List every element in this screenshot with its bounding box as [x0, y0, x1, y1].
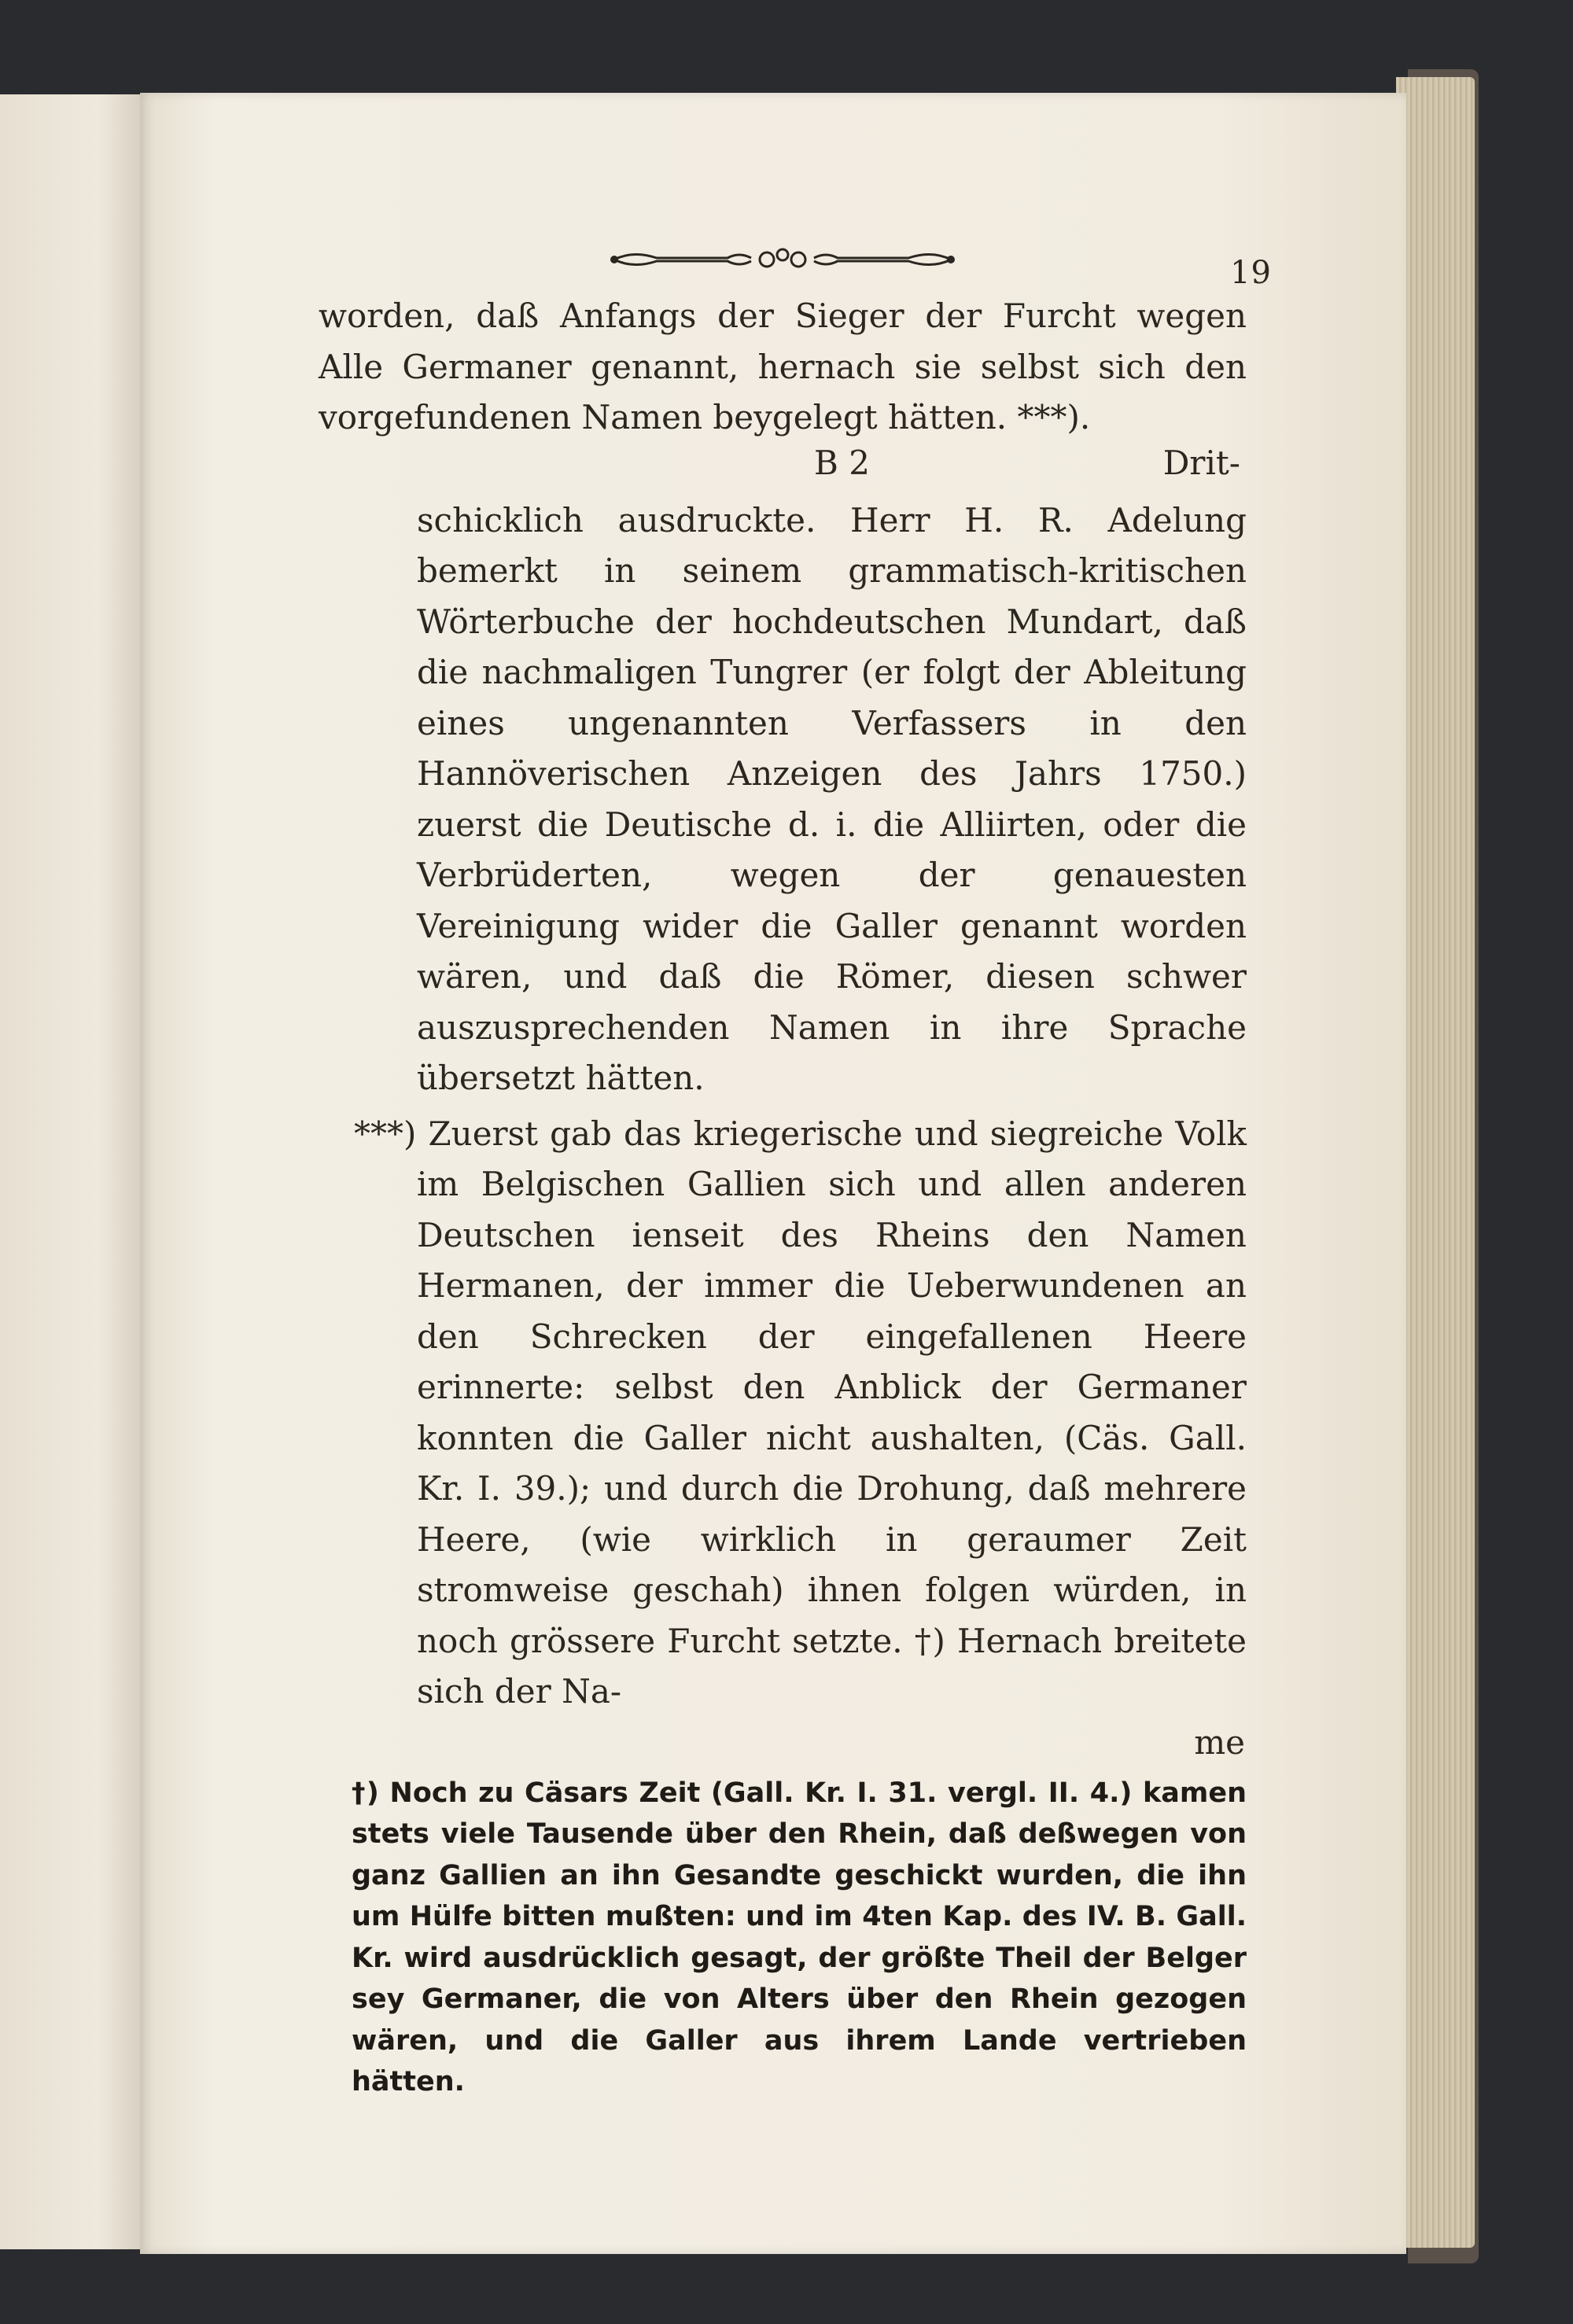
note-three-star [319, 1109, 1247, 1718]
header-row [319, 244, 1272, 291]
catchword: Drit- [1162, 443, 1240, 482]
note-three-star-text: ***) Zuerst gab das kriegerische und siegreiche Volk im Belgischen Gallien sich und allen anderen Deutschen ienseit des Rheins den Namen Hermanen, der immer die Ueberwundenen an den Schrecken der eingefallenen Heere erinnerte: selbst den Anblick der Germaner konnten die Galler nicht aushalten, (Cäs. Gall. Kr. I. 39.); und durch die Drohung, daß mehrere Heere, (wie wirklich in geraumer Zeit stromweise geschah) ihnen folgen würden, in noch grössere Furcht setzte. †) Hernach breitete sich der Na- [354, 1114, 1247, 1711]
catchword-bottom: me [1194, 1722, 1245, 1762]
footnote-dagger-text: †) Noch zu Cäsars Zeit (Gall. Kr. I. 31. vergl. II. 4.) kamen stets viele Tausende über den Rhein, daß deßwegen von ganz Gallien an ihn Gesandte geschickt wurden, die ihn um Hülfe bitten mußten: und im 4ten Kap. des IV. B. Gall. Kr. wird ausdrücklich gesagt, der größte Theil der Belger sey Germaner, die von Alters über den Rhein gezogen wären, und die Galler aus ihrem Lande vertrieben hätten. [352, 1777, 1247, 2097]
continuation-paragraph: schicklich ausdruckte. Herr H. R. Adelung bemerkt in seinem grammatisch-kritischen Wörterbuche der hochdeutschen Mundart, daß die nachmaligen Tungrer (er folgt der Ableitung eines ungenannten Verfassers in den Hannöverischen Anzeigen des Jahrs 1750.) zuerst die Deutische d. i. die Alliirten, oder die Verbrüderten, wegen der genauesten Vereinigung wider die Galler genannt worden wären, und daß die Römer, diesen schwer auszusprechenden Namen in ihre Sprache übersetzt hätten. [417, 500, 1247, 1097]
page-number: 19 [1230, 255, 1272, 291]
signature-row [319, 444, 1247, 495]
footnote-dagger [352, 1773, 1247, 2103]
page-edges [1396, 77, 1475, 2248]
left-page [0, 94, 142, 2249]
page-content [319, 244, 1272, 2103]
opening-paragraph: worden, daß Anfangs der Sieger der Furcht wegen Alle Germaner genannt, hernach sie selbst sich den vorgefundenen Namen beygelegt hätten. ***). [319, 296, 1247, 436]
headpiece-ornament-icon [610, 244, 956, 275]
signature-mark: B 2 [814, 443, 870, 482]
